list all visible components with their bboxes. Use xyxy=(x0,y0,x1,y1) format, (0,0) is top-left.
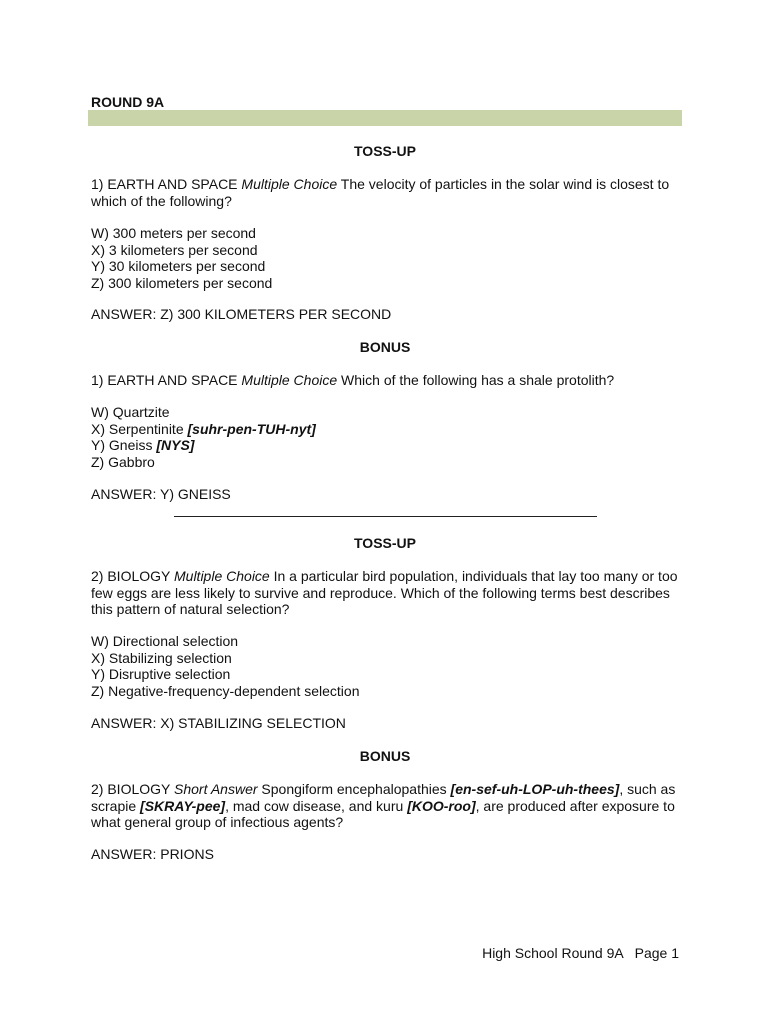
bonus-2-question-text-1: Spongiform encephalopathies xyxy=(257,781,451,797)
tossup-1-choice-z: Z) 300 kilometers per second xyxy=(91,274,273,291)
bonus-2-subject: 2) BIOLOGY xyxy=(91,781,174,797)
tossup-2-question-text-1: In a particular bird population, individuals that lay too many or too xyxy=(269,568,678,584)
tossup-2-question xyxy=(91,568,681,618)
bonus-1-question xyxy=(91,372,681,389)
bonus-2-pronunciation-3: [KOO-roo] xyxy=(407,797,476,814)
bonus-2-question xyxy=(91,781,681,831)
tossup-2-choice-w: W) Directional selection xyxy=(91,633,239,649)
tossup-1-choice-w: W) 300 meters per second xyxy=(91,225,256,241)
tossup-2-choice-y: Y) Disruptive selection xyxy=(91,666,231,682)
section-banner xyxy=(88,110,682,126)
tossup-2-question-text-3: this pattern of natural selection? xyxy=(91,601,290,617)
bonus-2-question-text-4: , mad cow disease, and kuru xyxy=(225,797,408,814)
bonus-1-answer: ANSWER: Y) GNEISS xyxy=(91,486,231,502)
tossup-1-choice-x: X) 3 kilometers per second xyxy=(91,241,258,258)
tossup-1-answer: ANSWER: Z) 300 KILOMETERS PER SECOND xyxy=(91,306,392,322)
bonus-2-pronunciation-1: [en-sef-uh-LOP-uh-thees] xyxy=(450,781,620,797)
tossup-1-format: Multiple Choice xyxy=(241,176,338,192)
bonus-1-question-text: Which of the following has a shale protolith? xyxy=(337,372,615,388)
bonus-1-choice-y-pronunciation: [NYS] xyxy=(156,437,195,453)
bonus-2-format: Short Answer xyxy=(174,781,258,797)
bonus-2-question-text-6: what general group of infectious agents? xyxy=(91,814,344,830)
tossup-2-heading: TOSS-UP xyxy=(354,535,416,551)
bonus-1-choice-x-pronunciation: [suhr-pen-TUH-nyt] xyxy=(187,420,316,437)
tossup-2-answer: ANSWER: X) STABILIZING SELECTION xyxy=(91,715,346,731)
bonus-1-choice-x xyxy=(91,421,681,438)
bonus-2-question-text-2: , such as xyxy=(619,781,676,797)
bonus-1-choice-z: Z) Gabbro xyxy=(91,453,155,470)
tossup-1-choice-y: Y) 30 kilometers per second xyxy=(91,258,266,274)
bonus-2-answer: ANSWER: PRIONS xyxy=(91,846,214,862)
tossup-1-heading: TOSS-UP xyxy=(354,143,416,159)
tossup-1-subject: 1) EARTH AND SPACE xyxy=(91,176,242,192)
bonus-1-choice-y xyxy=(91,437,681,454)
bonus-2-pronunciation-2: [SKRAY-pee] xyxy=(140,797,226,814)
tossup-2-format: Multiple Choice xyxy=(174,568,270,584)
tossup-2-choice-x: X) Stabilizing selection xyxy=(91,649,232,666)
tossup-2-subject: 2) BIOLOGY xyxy=(91,568,174,584)
bonus-1-choices xyxy=(91,404,681,470)
bonus-1-heading: BONUS xyxy=(359,339,411,355)
question-divider xyxy=(174,516,597,517)
bonus-1-format: Multiple Choice xyxy=(241,372,338,388)
bonus-2-question-text-5: , are produced after exposure to xyxy=(475,797,675,814)
bonus-1-choice-y-text: Y) Gneiss xyxy=(91,437,157,453)
bonus-1-choice-w: W) Quartzite xyxy=(91,404,170,420)
tossup-1-question-text-1: The velocity of particles in the solar wind is closest to xyxy=(337,176,670,192)
tossup-2-choices xyxy=(91,633,681,699)
bonus-2-question-text-3: scrapie xyxy=(91,797,141,814)
bonus-1-subject: 1) EARTH AND SPACE xyxy=(91,372,242,388)
bonus-2-heading: BONUS xyxy=(359,748,411,764)
tossup-2-choice-z: Z) Negative-frequency-dependent selection xyxy=(91,682,360,699)
round-title: ROUND 9A xyxy=(91,94,165,110)
tossup-1-question xyxy=(91,176,681,209)
page-footer: High School Round 9A Page 1 xyxy=(482,945,679,961)
tossup-1-question-text-2: which of the following? xyxy=(91,192,232,209)
bonus-1-choice-x-text: X) Serpentinite xyxy=(91,420,188,437)
tossup-2-question-text-2: few eggs are less likely to survive and reproduce. Which of the following terms best describes xyxy=(91,584,670,601)
tossup-1-choices xyxy=(91,225,681,291)
